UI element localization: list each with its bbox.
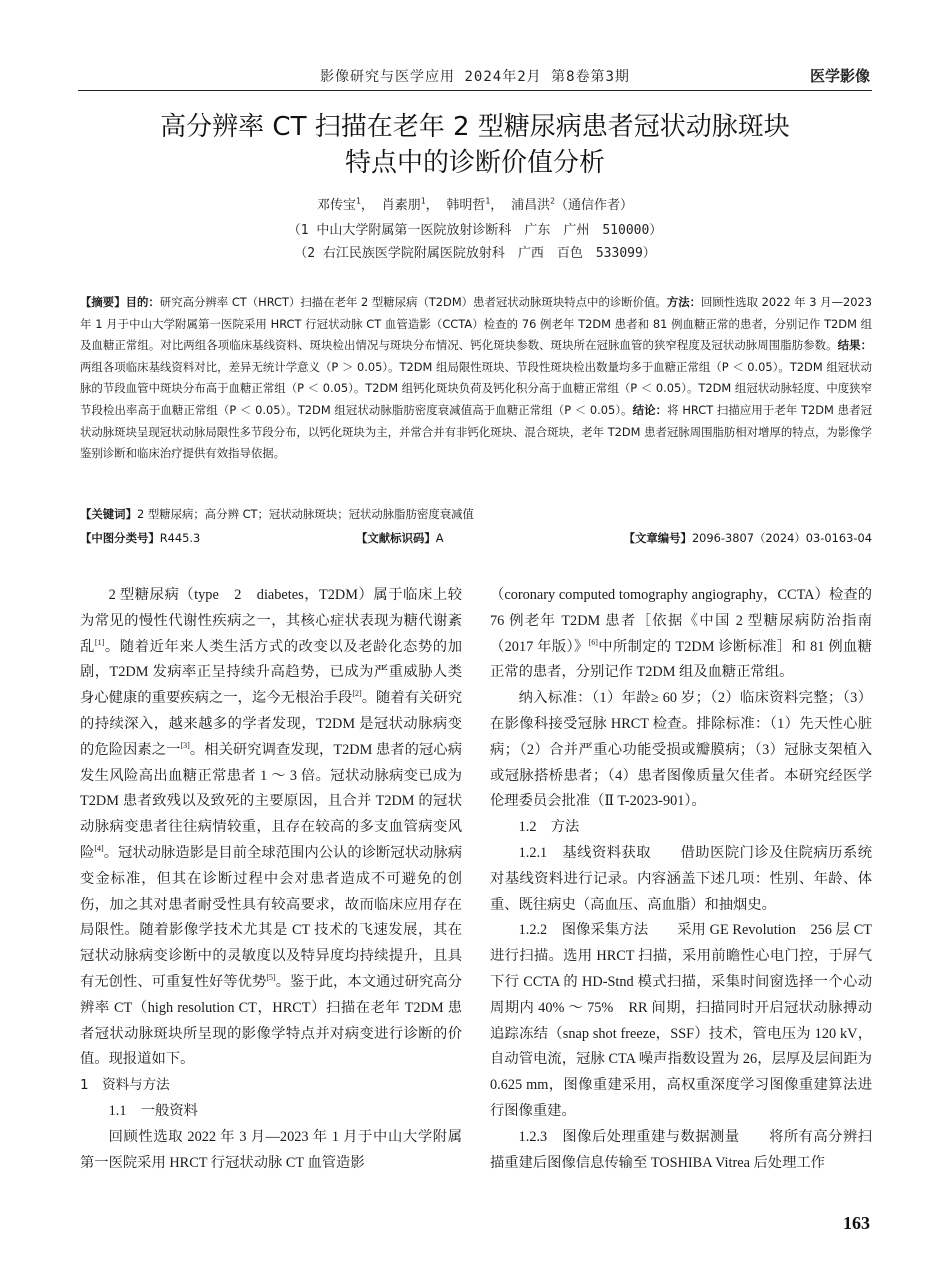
conclusion-label: 结论： bbox=[632, 402, 668, 417]
paragraph-intro bbox=[80, 583, 462, 1073]
author-sep: ， bbox=[490, 198, 504, 213]
doc-code bbox=[356, 530, 444, 546]
method-text: 回顾性选取 2022 年 3 月—2023 年 1 月于中山大学附属第一医院采用 HRCT 行冠状动脉 CT 血管造影（CCTA）检查的 76 例老年 T2DM 患者和 81 例血糖正常的患者，分别记作 T2DM 组及血糖正常组。对比两组各项临床基线资料、斑块检出情况与斑块分布情况、钙化斑块参数、斑块所在冠脉血管的狭窄程度及冠状动脉周围脂肪参数。 bbox=[80, 295, 872, 353]
text-run: 。随着有关研究的持续深入，越来越多的学者发现，T2DM 是冠状动脉病变的危险因素之一 bbox=[80, 690, 463, 758]
author-sep: ， bbox=[360, 198, 374, 213]
paragraph-criteria: 纳入标准：（1）年龄≥ 60 岁；（2）临床资料完整；（3）在影像科接受冠脉 HRCT 检查。排除标准：（1）先天性心脏病；（2）合并严重心功能受损或瓣膜病；（3）冠脉支架植入或冠脉搭桥患者；（4）患者图像质量欠佳者。本研究经医学伦理委员会批准（Ⅱ T-2023-901）。 bbox=[490, 690, 872, 810]
text-run: 。冠状动脉造影是目前全球范围内公认的诊断冠状动脉病变金标准，但其在诊断过程中会对患者造成不可避免的创伤，加之其对患者耐受性具有较高要求，故而临床应用存在局限性。随着影像学技术尤其是 CT 技术的飞速发展，其在冠状动脉病变诊断中的灵敏度以及特异度均持续提升，且具有无创性、可重复性好等优势 bbox=[80, 844, 463, 990]
citation: [6] bbox=[588, 637, 598, 647]
art-value: 2096-3807（2024）03-0163-04 bbox=[691, 531, 872, 545]
clc-value: R445.3 bbox=[159, 531, 201, 545]
text-run: 。相关研究调查发现，T2DM 患者的冠心病发生风险高出血糖正常患者 1 ～ 3 倍。冠状动脉病变已成为 T2DM 患者致残以及致死的主要原因，且合并 T2DM 的冠状动脉病变患者往往病情较重，且存在较高的多支血管病变风险 bbox=[80, 741, 463, 861]
paragraph-acquisition bbox=[490, 918, 872, 1124]
paragraph-general: 回顾性选取 2022 年 3 月—2023 年 1 月于中山大学附属第一医院采用 HRCT 行冠状动脉 CT 血管造影 bbox=[80, 1128, 462, 1171]
result-label: 结果： bbox=[837, 338, 872, 353]
heading-1-2: 1.2 方法 bbox=[518, 819, 580, 836]
body-column-left bbox=[80, 583, 462, 1176]
paragraph-postprocessing bbox=[490, 1125, 872, 1177]
text-run: 。随着近年来人类生活方式的改变以及老龄化态势的加剧，T2DM 发病率正呈持续升高趋势，已成为严重威胁人类身心健康的重要疾病之一，迄今无根治手段 bbox=[80, 638, 463, 707]
author-name: 浦昌洪 bbox=[511, 198, 551, 213]
method-label: 方法： bbox=[666, 295, 702, 309]
purpose-label: 目的： bbox=[125, 295, 160, 309]
text-run: 借助医院门诊及住院病历系统对基线资料进行记录。内容涵盖下述几项：性别、年龄、体重、既往病史（高血压、高血脂）和抽烟史。 bbox=[490, 844, 873, 913]
text-run: 2 型糖尿病（type 2 diabetes，T2DM）属于临床上较为常见的慢性代谢性疾病之一，其核心症状表现为糖代谢紊乱 bbox=[80, 587, 462, 655]
paragraph-baseline bbox=[490, 841, 872, 918]
journal-info: 影像研究与医学应用 2024年2月 第8卷第3期 bbox=[320, 69, 630, 85]
doc-label: 【文献标识码】 bbox=[356, 531, 436, 545]
result-text: 两组各项临床基线资料对比，差异无统计学意义（P ＞ 0.05）。T2DM 组局限性斑块、节段性斑块检出数量均多于血糖正常组（P ＜ 0.05）。T2DM 组冠状动脉的节段血管中斑块分布高于血糖正常组（P ＜ 0.05）。T2DM 组钙化斑块负荷及钙化积分高于血糖正常组（P ＜ 0.05）。T2DM 组冠状动脉轻度、中度狭窄节段检出率高于血糖正常组（P ＜ 0.05）。T2DM 组冠状动脉脂肪密度衰减值高于血糖正常组（P ＜ 0.05）。 bbox=[80, 359, 872, 417]
citation: [2] bbox=[352, 689, 362, 699]
citation: [1] bbox=[94, 637, 105, 647]
doc-value: A bbox=[435, 531, 444, 545]
affiliation-2: （2 右江民族医学院附属医院放射科 广西 百色 533099） bbox=[294, 246, 656, 261]
author-affil-sup: 1 bbox=[356, 196, 361, 206]
heading-1-2-3: 1.2.3 图像后处理重建与数据测量 bbox=[518, 1128, 740, 1145]
clc-number bbox=[80, 530, 200, 546]
text-run: 采用 GE Revolution 256 层 CT 进行扫描。选用 HRCT 扫描，采用前瞻性心电门控，于屏气下行 CCTA 的 HD-Stnd 模式扫描，采集时间窗选择一个心动周期内 40% ～ 75% RR 间期，扫描同时开启冠状动脉搏动追踪冻结（snap shot freeze，SSF）技术，管电压为 120 kV，自动管电流，冠脉 CTA 噪声指数设置为 26，层厚及层间距为 0.625 mm，图像重建采用，高权重深度学习图像重建算法进行图像重建。 bbox=[490, 922, 873, 1119]
heading-1-2-2: 1.2.2 图像采集方法 bbox=[518, 922, 649, 939]
author-affil-sup: 1 bbox=[420, 196, 426, 206]
conclusion-text: 将 HRCT 扫描应用于老年 T2DM 患者冠状动脉斑块呈现冠状动脉局限性多节段分布，以钙化斑块为主，并常合并有非钙化斑块、混合斑块，老年 T2DM 患者冠脉周围脂肪相对增厚的特点，为影像学鉴别诊断和临床治疗提供有效指导依据。 bbox=[80, 402, 872, 461]
body-column-right bbox=[490, 583, 872, 1176]
keywords bbox=[80, 506, 872, 522]
author-sep: （通信作者） bbox=[554, 198, 633, 213]
page-number: 163 bbox=[843, 1213, 870, 1233]
author-affil-sup: 1 bbox=[485, 196, 491, 206]
citation: [5] bbox=[266, 973, 276, 983]
abstract-label: 【摘要】 bbox=[80, 295, 126, 309]
author-name: 肖素朋 bbox=[381, 198, 421, 213]
author-affil-sup: 2 bbox=[550, 196, 555, 206]
text-run: 。鉴于此，本文通过研究高分辨率 CT（high resolution CT，HRCT）扫描在老年 T2DM 患者冠状动脉斑块所呈现的影像学特点并对病变进行诊断的价值。现报道如下。 bbox=[80, 973, 463, 1068]
purpose-text: 研究高分辨率 CT（HRCT）扫描在老年 2 型糖尿病（T2DM）患者冠状动脉斑块特点中的诊断价值。 bbox=[159, 295, 667, 309]
running-header bbox=[78, 62, 872, 91]
text-run: 将所有高分辨扫描重建后图像信息传输至 TOSHIBA Vitrea 后处理工作 bbox=[490, 1128, 873, 1171]
author-list bbox=[0, 194, 950, 213]
article-number bbox=[624, 530, 872, 546]
keywords-text: 2 型糖尿病；高分辨 CT；冠状动脉斑块；冠状动脉脂肪密度衰减值 bbox=[136, 507, 474, 521]
article-title-line1: 高分辨率 CT 扫描在老年 2 型糖尿病患者冠状动脉斑块 bbox=[160, 112, 790, 142]
citation: [4] bbox=[94, 844, 104, 854]
author-sep: ， bbox=[425, 198, 439, 213]
paragraph-continued bbox=[490, 583, 872, 686]
art-label: 【文章编号】 bbox=[623, 531, 692, 545]
clc-label: 【中图分类号】 bbox=[80, 531, 160, 545]
affiliation-1: （1 中山大学附属第一医院放射诊断科 广东 广州 510000） bbox=[287, 223, 663, 238]
citation: [3] bbox=[180, 741, 190, 751]
abstract bbox=[80, 292, 872, 465]
heading-1-1: 1.1 一般资料 bbox=[108, 1102, 198, 1119]
text-run: 中所制定的 T2DM 诊断标准］和 81 例血糖正常的患者，分别记作 T2DM 组及血糖正常组。 bbox=[490, 638, 872, 681]
keywords-label: 【关键词】 bbox=[80, 507, 137, 521]
classification-row bbox=[80, 530, 872, 550]
heading-1-2-1: 1.2.1 基线资料获取 bbox=[518, 844, 652, 861]
section-label: 医学影像 bbox=[809, 67, 870, 85]
author-name: 韩明哲 bbox=[446, 198, 486, 213]
author-name: 邓传宝 bbox=[317, 198, 357, 213]
article-title-line2: 特点中的诊断价值分析 bbox=[344, 148, 605, 178]
heading-1: 1 资料与方法 bbox=[80, 1077, 170, 1094]
text-run: （coronary computed tomography angiography，CCTA）检查的 76 例老年 T2DM 患者［依据《中国 2 型糖尿病防治指南（2017 年版）》 bbox=[490, 587, 872, 655]
